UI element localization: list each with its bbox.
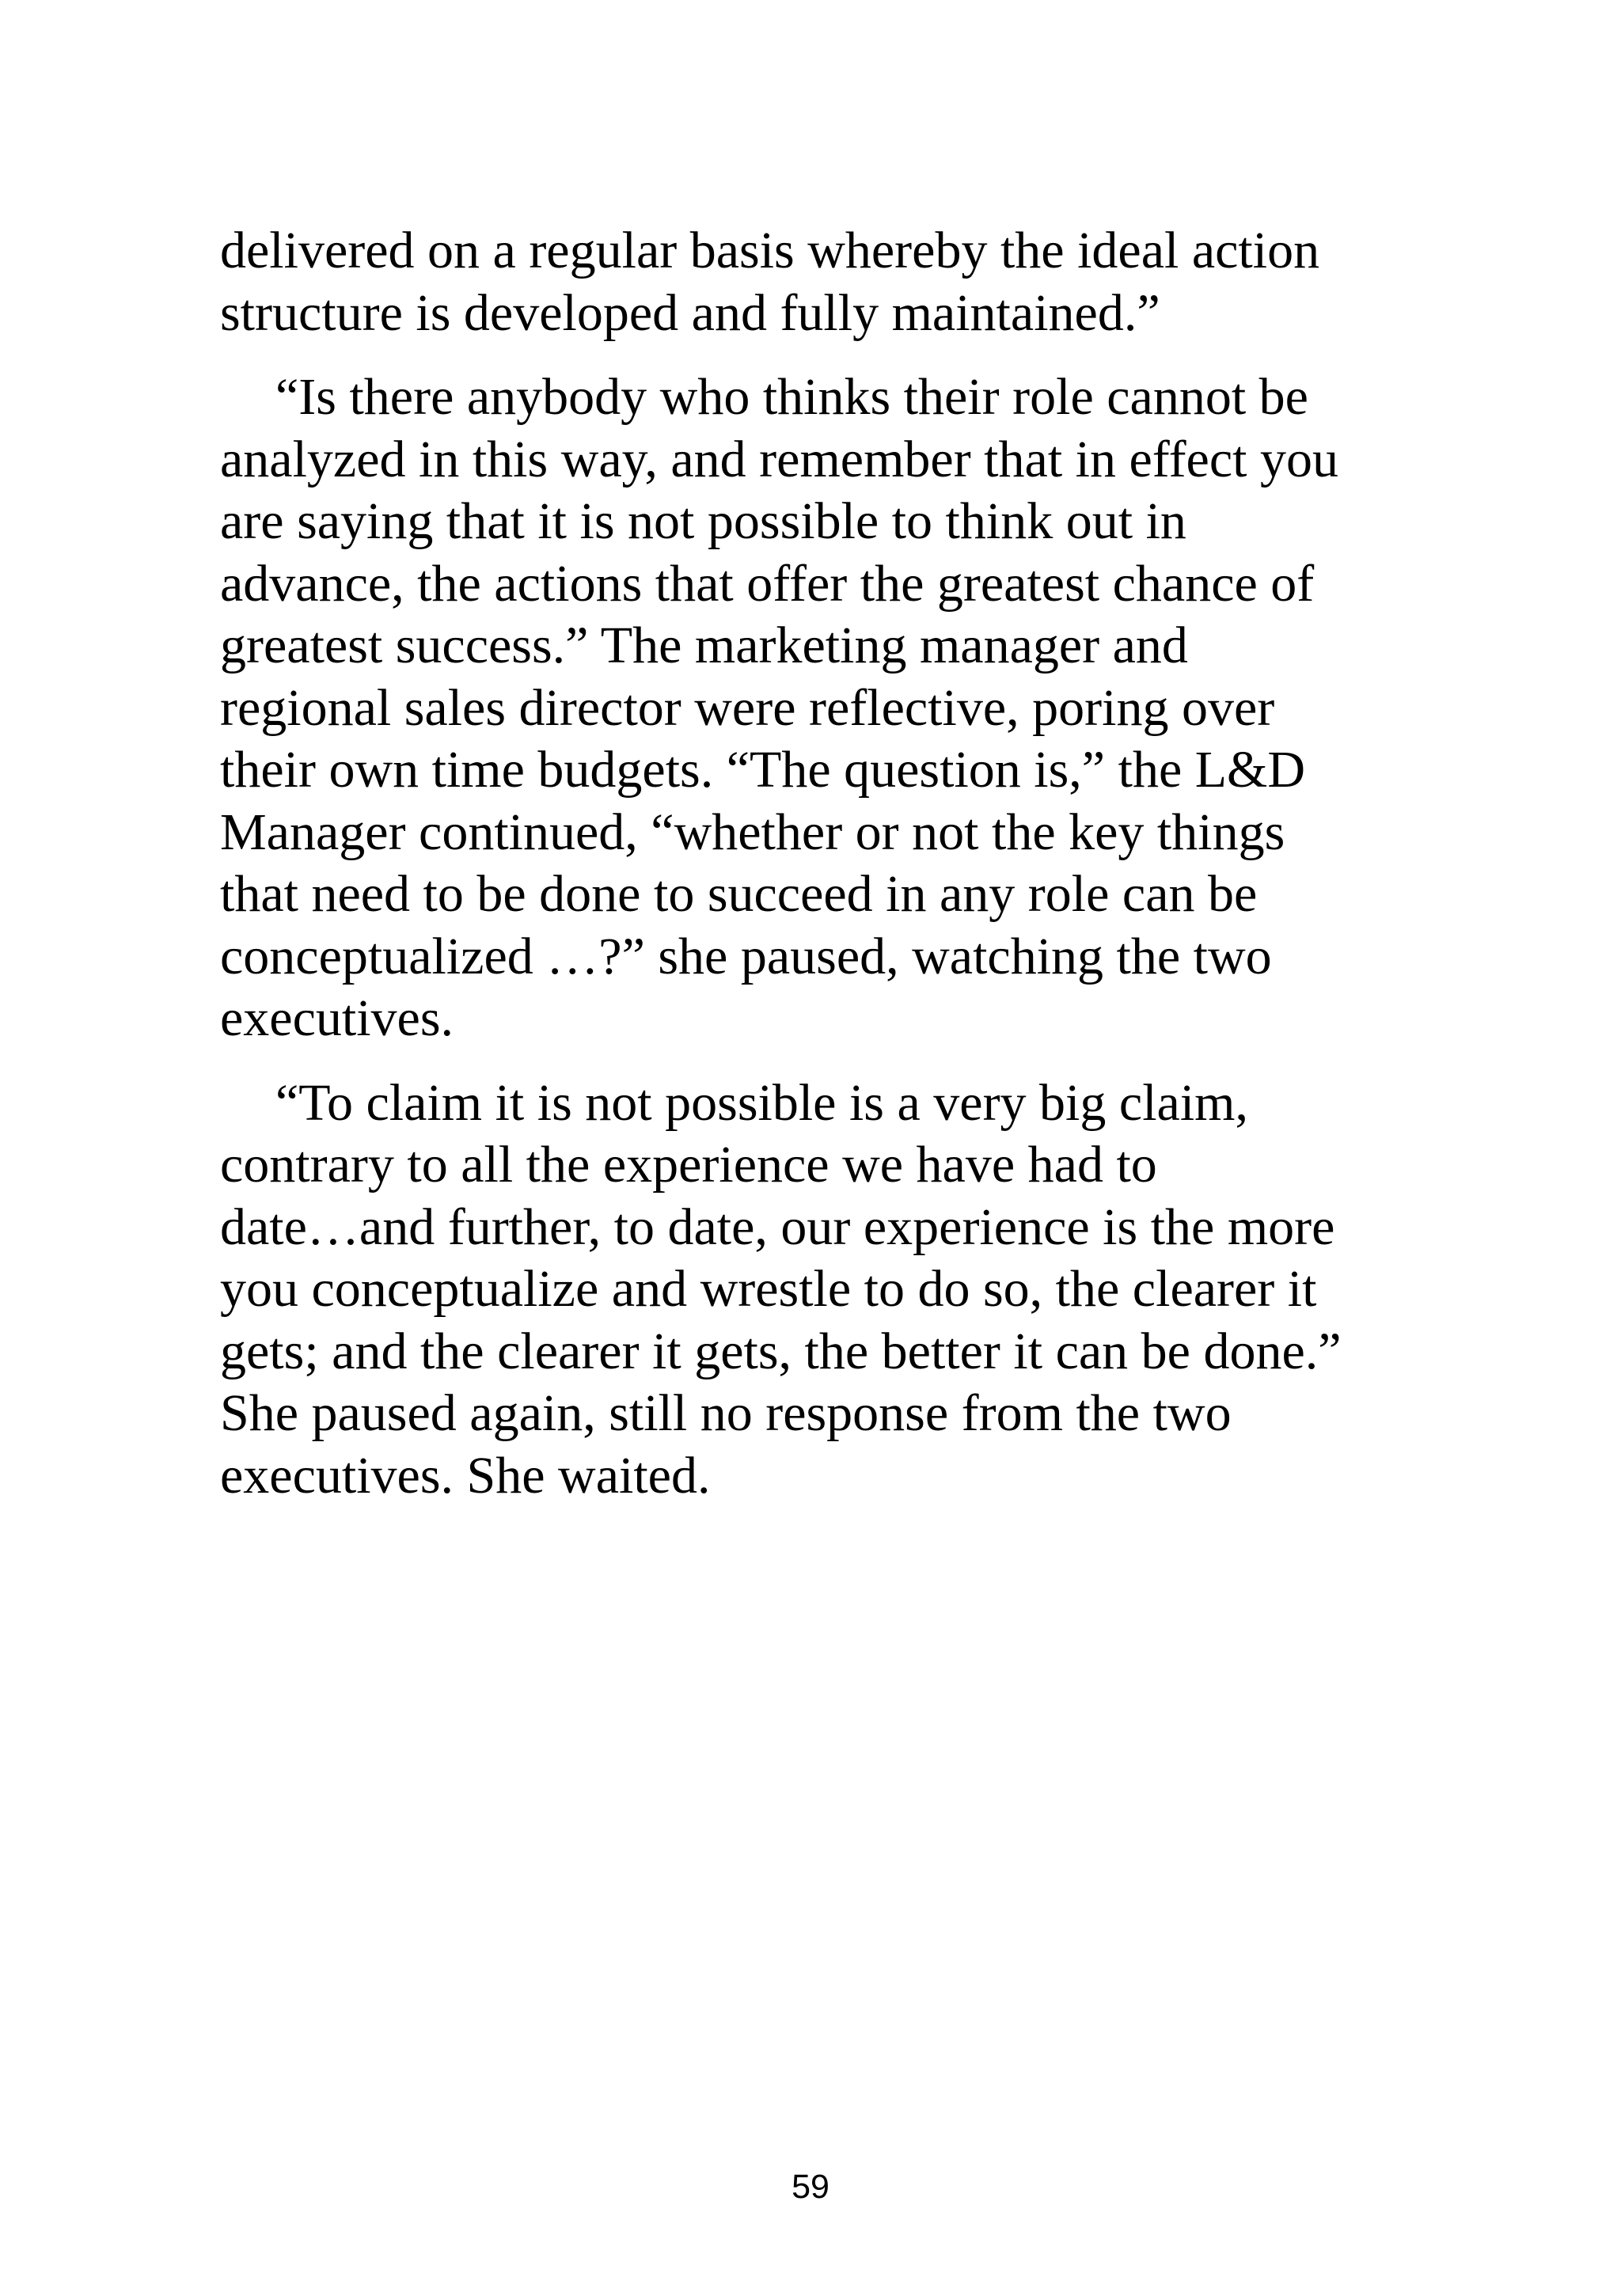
text-line: advance, the actions that offer the greatest chance of xyxy=(220,554,1315,613)
text-line: regional sales director were reflective, poring over xyxy=(220,678,1275,737)
text-line: executives. She waited. xyxy=(220,1446,711,1505)
text-line: structure is developed and fully maintained.” xyxy=(220,283,1160,342)
text-line: that need to be done to succeed in any role can be xyxy=(220,865,1258,923)
paragraph-2 xyxy=(220,366,1407,1050)
text-line: executives. xyxy=(220,989,454,1047)
body-text xyxy=(220,220,1407,1529)
text-line: you conceptualize and wrestle to do so, the clearer it xyxy=(220,1260,1317,1318)
text-line: greatest success.” The marketing manager and xyxy=(220,617,1188,674)
paragraph-3 xyxy=(220,1072,1407,1508)
paragraph-1 xyxy=(220,220,1407,344)
text-line: delivered on a regular basis whereby the ideal action xyxy=(220,222,1320,279)
text-line: are saying that it is not possible to think out in xyxy=(220,492,1186,550)
text-line: “To claim it is not possible is a very big claim, xyxy=(275,1073,1248,1132)
text-line: gets; and the clearer it gets, the better it can be done.” xyxy=(220,1322,1342,1380)
text-line: She paused again, still no response from the two xyxy=(220,1384,1232,1442)
text-line: date…and further, to date, our experience is the more xyxy=(220,1197,1335,1256)
text-line: their own time budgets. “The question is,” the L&D xyxy=(220,741,1306,799)
text-line: Manager continued, “whether or not the key things xyxy=(220,803,1285,861)
text-line: conceptualized …?” she paused, watching the two xyxy=(220,927,1272,985)
text-line: “Is there anybody who thinks their role cannot be xyxy=(275,368,1308,426)
text-line: analyzed in this way, and remember that in effect you xyxy=(220,430,1338,488)
text-line: contrary to all the experience we have had to xyxy=(220,1136,1157,1194)
page-number: 59 xyxy=(792,2168,829,2206)
